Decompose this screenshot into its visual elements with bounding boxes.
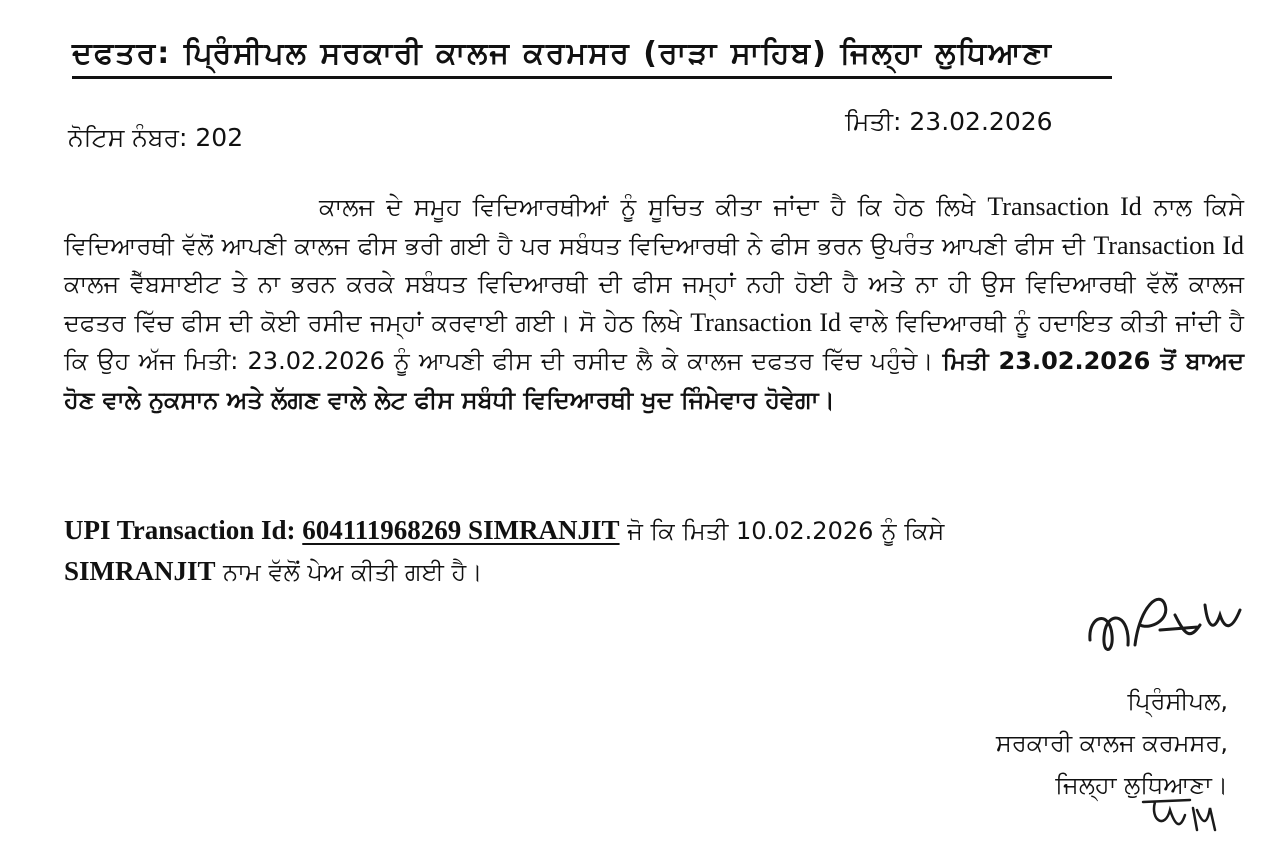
signatory-district: ਜਿਲ੍ਹਾ ਲੁਧਿਆਣਾ। — [1055, 771, 1228, 799]
signatory-college: ਸਰਕਾਰੀ ਕਾਲਜ ਕਰਮਸਰ, — [995, 729, 1228, 757]
clerk-initials — [1135, 790, 1225, 840]
notice-date: ਮਿਤੀ: 23.02.2026 — [845, 107, 1053, 136]
body-part-2: ਨਾਲ ਕਿਸੇ ਵਿਦਿਆਰਥੀ ਵੱਲੋਂ ਆਪਣੀ ਕਾਲਜ ਫੀਸ ਭਰੀ ਗਈ ਹੈ ਪਰ ਸਬੰਧਤ ਵਿਦਿਆਰਥੀ ਨੇ ਫੀਸ ਭਰਨ ਉਪਰੰਤ ਆਪਣੀ ਫੀਸ ਦੀ — [64, 193, 1244, 260]
transaction-id-term-3: Transaction Id — [690, 307, 841, 337]
body-part-3: ਕਾਲਜ ਵੈੱਬਸਾਈਟ ਤੇ ਨਾ ਭਰਨ ਕਰਕੇ ਸਬੰਧਤ ਵਿਦਿਆਰਥੀ ਦੀ ਫੀਸ ਜਮ੍ਹਾਂ ਨਹੀ ਹੋਈ ਹੈ ਅਤੇ ਨਾ ਹੀ ਉਸ ਵਿਦਿਆਰਥੀ ਵੱਲੋਂ ਕਾਲਜ ਦਫਤਰ ਵਿੱਚ ਫੀਸ ਦੀ ਕੋਈ ਰਸੀਦ ਜਮ੍ਹਾਂ ਕਰਵਾਈ ਗਈ। ਸੋ ਹੇਠ ਲਿਖੇ — [64, 270, 1244, 337]
notice-number: ਨੋਟਿਸ ਨੰਬਰ: 202 — [68, 123, 244, 152]
upi-transaction-details — [64, 510, 1244, 592]
transaction-id-term-1: Transaction Id — [987, 192, 1142, 221]
principal-signature — [1080, 585, 1250, 670]
signatory-block — [996, 680, 1228, 806]
upi-transaction-id: 604111968269 SIMRANJIT — [302, 515, 620, 545]
body-part-4: ਵਾਲੇ ਵਿਦਿਆਰਥੀ ਨੂੰ ਹਦਾਇਤ ਕੀਤੀ ਜਾਂਦੀ ਹੈ ਕਿ ਉਹ ਅੱਜ ਮਿਤੀ: 23.02.2026 ਨੂੰ ਆਪਣੀ ਫੀਸ ਦੀ ਰਸੀਦ ਲੈ ਕੇ ਕਾਲਜ ਦਫਤਰ ਵਿੱਚ ਪਹੁੰਚੇ। — [64, 308, 1244, 375]
upi-label: UPI Transaction Id: — [64, 515, 303, 545]
notice-body — [64, 188, 1244, 419]
body-part-1: ਕਾਲਜ ਦੇ ਸਮੂਹ ਵਿਦਿਆਰਥੀਆਂ ਨੂੰ ਸੂਚਿਤ ਕੀਤਾ ਜਾਂਦਾ ਹੈ ਕਿ ਹੇਠ ਲਿਖੇ — [319, 193, 976, 221]
office-title: ਦਫਤਰ: ਪ੍ਰਿੰਸੀਪਲ ਸਰਕਾਰੀ ਕਾਲਜ ਕਰਮਸਰ (ਰਾੜਾ ਸਾਹਿਬ) ਜਿਲ੍ਹਾ ਲੁਧਿਆਣਾ — [72, 34, 1112, 79]
payer-name: SIMRANJIT — [64, 556, 216, 586]
late-fee-warning: ਮਿਤੀ 23.02.2026 ਤੋਂ ਬਾਅਦ ਹੋਣ ਵਾਲੇ ਨੁਕਸਾਨ ਅਤੇ ਲੱਗਣ ਵਾਲੇ ਲੇਟ ਫੀਸ ਸਬੰਧੀ ਵਿਦਿਆਰਥੀ ਖੁਦ ਜਿੰਮੇਵਾਰ ਹੋਵੇਗਾ। — [64, 347, 1244, 414]
signatory-title: ਪ੍ਰਿੰਸੀਪਲ, — [1127, 687, 1228, 715]
upi-tail-text: ਨਾਮ ਵੱਲੋਂ ਪੇਅ ਕੀਤੀ ਗਈ ਹੈ। — [215, 558, 483, 586]
upi-mid-text: ਜੋ ਕਿ ਮਿਤੀ 10.02.2026 ਨੂੰ ਕਿਸੇ — [619, 517, 945, 545]
transaction-id-term-2: Transaction Id — [1093, 230, 1244, 260]
